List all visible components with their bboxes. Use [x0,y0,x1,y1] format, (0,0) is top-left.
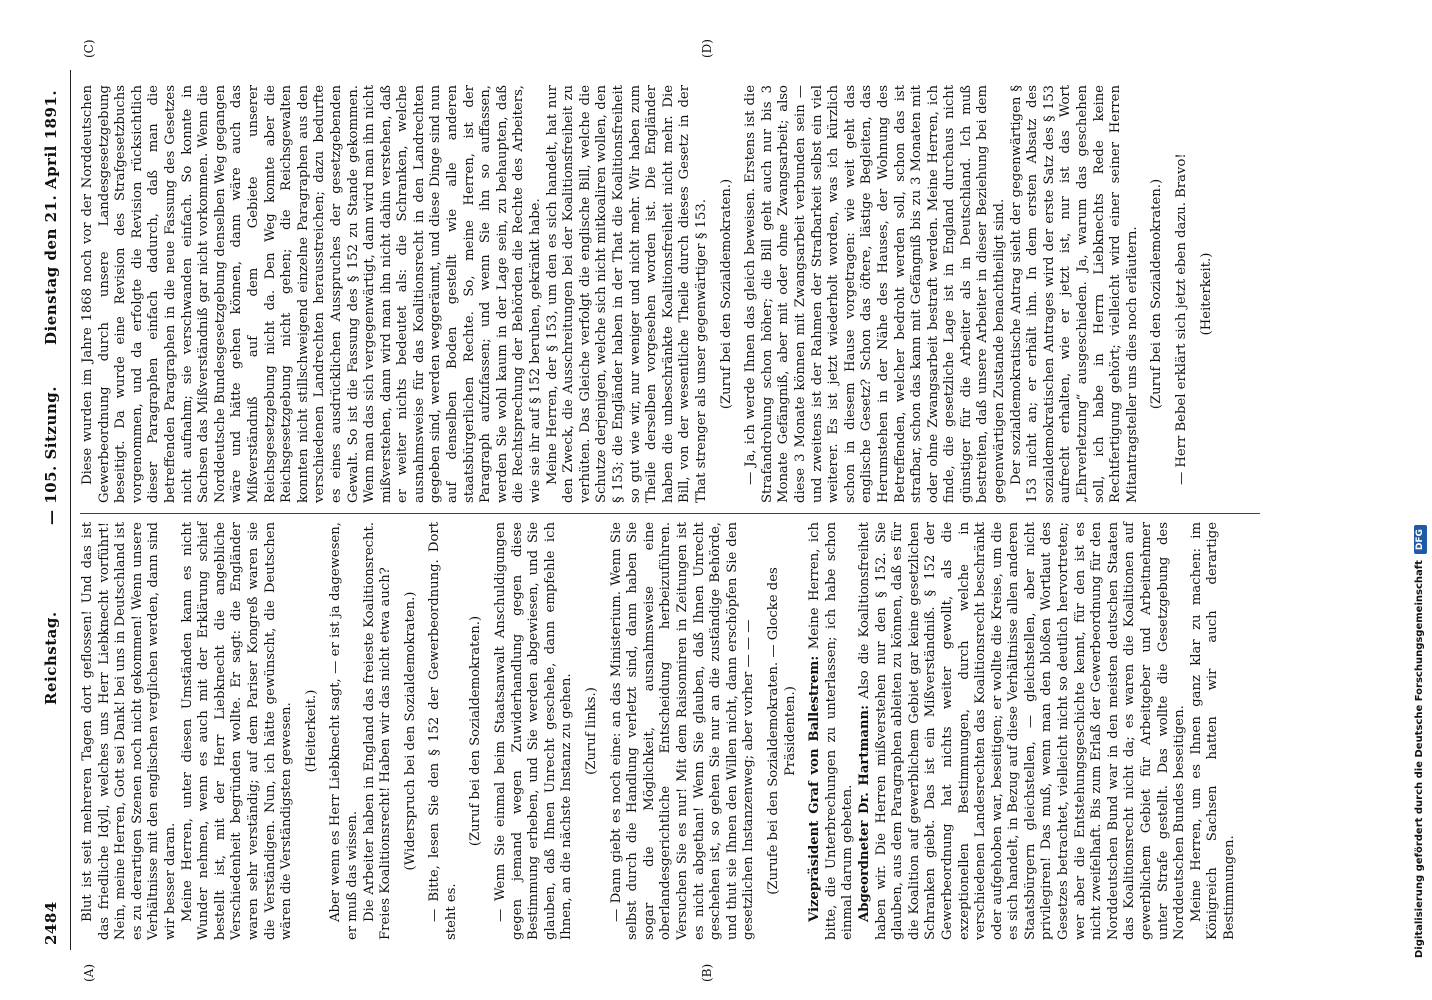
page-number: 2484 [42,901,60,945]
interjection: (Zurufe bei den Sozialdemokraten. — Glocke des Präsidenten.) [765,567,798,895]
text-paragraph: Meine Herren, unter diesen Umständen kann es nicht Wunder nehmen, wenn es auch mit der Erklärung schief bestellt ist, mit der Herr Liebknecht die angebliche Verschiedenheit begründen wollte. Er sagt: die Engländer waren sehr verständig; auf dem Pariser Kongreß waren sie die Verständigen. Nun, ich hätte gewünscht, die Deutschen wären die Verständigsten gewesen. [179,522,295,940]
interjection: (Zuruf bei den Sozialdemokraten.) [1149,178,1165,410]
speech-paragraph [807,522,857,940]
dfg-logo: DFG [1414,525,1427,554]
margin-marker-b: (B) [700,963,714,982]
interjection: (Heiterkeit.) [1198,252,1214,336]
digitization-credit [1412,38,1428,958]
session-date: Dienstag den 21. April 1891. [42,89,60,345]
text-paragraph: Blut ist seit mehreren Tagen dort geflossen! Und das ist das friedliche Idyll, welches uns Herr Liebknecht vorführt! Nein, meine Herren, Gott sei Dank! bei uns in Deutschland ist es zu derartigen Szenen noch nicht gekommen! Wenn unsere Verhältnisse mit den englischen verglichen werden, dann sind wir besser daran. [80,522,178,940]
right-column [80,85,1223,503]
interjection: (Zuruf bei den Sozialdemokraten.) [468,615,484,847]
text-paragraph: Der sozialdemokratische Antrag sieht der gegenwärtigen § 153 nicht an; er erhält ihn. In dem ersten Absatz des sozialdemokratischen Antrages wird der erste Satz des § 153 aufrecht erhalten, wie er jetzt ist, nur ist das Wort „Ehrverletzung“ ausgeschieden. Ja, warum das geschehen soll, ich habe in Herrn Liebknechts Rede keine Rechtfertigung gehört; vielleicht wird einer seiner Herren Mitantragsteller uns dies noch erläutern. [1008,85,1140,503]
text-paragraph: Meine Herren, der § 153, um den es sich handelt, hat nur den Zweck, die Ausschreitungen bei der Koalitionsfreiheit zu verhüten. Das Gleiche verfolgt die englische Bill, welche die Schutze derjenigen, welche sich nicht mitkoaliren wollen, den § 153; die Engländer haben in der That die Koalitionsfreiheit so gut wie wir, nur weniger und nicht mehr. Wir haben zum Theile derselben vorgesehen worden ist. Die Engländer haben die unbeschränkte Koalitionsfreiheit nicht mehr. Die Bill, von der wesentliche Theile durch dieses Gesetz in der That strenger als unser gegenwärtiger § 153. [544,85,709,503]
text-paragraph: — Wenn Sie einmal beim Staatsanwalt Anschuldigungen gegen jemand wegen Zuwiderhandlung gegen diese Bestimmung erheben, und Sie werden abgewiesen, und Sie glauben, daß Ihnen Unrecht geschehe, dann empfehle ich Ihnen, an die nächste Instanz zu gehen. [493,522,575,940]
speaker-name: Vizepräsident Graf von Ballestrem: [807,655,823,922]
interjection: (Zuruf bei den Sozialdemokraten.) [718,178,734,410]
speech-paragraph [857,522,1189,940]
speech-text: Also die Koalitionsfreiheit haben wir. Die Herren mißverstehen nur den § 152. Sie glauben, aus dem Paragraphen ableiten zu können, daß es für die Koalition auf gewerblichem Gebiet gar keine gesetzlichen Schranken giebt. Das ist ein Mißverständniß. § 152 der Gewerbeordnung hat nichts weiter gewollt, als die exzeptionellen Bestimmungen, durch welche in verschiedenen Landesrechten das Koalitionsrecht beschränkt oder aufgehoben war, beseitigen; er wollte die Kreise, um die es sich handelt, in Bezug auf diese Verhältnisse allen anderen Staatsbürgern gleichstellen, — gleichstellen, aber nicht privilegiren! Das muß, wenn man den bloßen Wortlaut des Gesetzes betrachtet, vielleicht nicht so deutlich hervortreten; wer aber die Entstehungsgeschichte kennt, für den ist es nicht zweifelhaft. Bis zum Erlaß der Gewerbeordnung für den Norddeutschen Bund war in den meisten deutschen Staaten das Koalitionsrecht nicht da; es waren die Koalitionen auf gewerblichem Gebiet für Arbeitgeber und Arbeitnehmer unter Strafe gestellt. Das wollte die Gesetzgebung des Norddeutschen Bundes beseitigen. [856,522,1188,940]
text-paragraph: — Ja, ich werde Ihnen das gleich beweisen. Erstens ist die Strafandrohung schon höher; die Bill geht auch nur bis 3 Monate Gefängniß, aber mit oder ohne Zwangsarbeit; also diese 3 Monate können mit Zwangsarbeit verbunden sein — und zweitens ist der Rahmen der Strafbarkeit selbst ein viel weiterer. Es ist jetzt wiederholt worden, was ich kürzlich schon in diesem Hause vorgetragen: wie weit geht das englische Gesetz? Schon das öftere, lästige Begleiten, das Herumstehen in der Nähe des Hauses, der Wohnung des Betreffenden, welcher bedroht werden soll, schon das ist strafbar, schon das kann mit Gefängniß bis zu 3 Monaten mit oder ohne Zwangsarbeit bestraft werden. Meine Herren, ich finde, die gesetzliche Lage ist in England durchaus nicht günstiger für die Arbeiter als in Deutschland. Ich muß bestreiten, daß unsere Arbeiter in dieser Beziehung bei dem gegenwärtigen Zustande benachtheiligt sind. [743,85,1008,503]
text-paragraph: Meine Herren, um es Ihnen ganz klar zu machen: im Königreich Sachsen hatten wir auch derartige Bestimmungen. [1188,522,1237,940]
session-label: — 105. Sitzung. [42,386,60,525]
page-header [42,85,68,945]
margin-marker-c: (C) [82,39,96,58]
text-paragraph: — Bitte, lesen Sie den § 152 der Gewerbeordnung. Dort steht es. [427,522,459,940]
text-paragraph: — Herr Bebel erklärt sich jetzt eben dazu. Bravo! [1174,153,1189,485]
margin-marker-a: (A) [82,963,96,982]
column-divider [80,513,1260,514]
margin-marker-d: (D) [700,39,714,58]
header-rule [70,70,71,950]
left-column [80,522,1239,940]
text-paragraph: — Dann giebt es noch eine: an das Ministerium. Wenn Sie selbst durch die Handlung verletzt sind, dann haben Sie sogar die Möglichkeit, ausnahmsweise eine oberlandesgerichtliche Entscheidung herbeizuführen. Versuchen Sie es nur! Mit dem Raisonniren in Zeitungen ist es nicht abgethan! Wenn Sie glauben, daß Ihnen Unrecht geschehen ist, so gehen Sie nur an die zuständige Behörde, und thut sie Ihnen den Willen nicht, dann erschöpfen Sie den gesetzlichen Instanzenweg; aber vorher — — — [608,522,757,940]
text-paragraph: Diese wurden im Jahre 1868 noch vor der Norddeutschen Gewerbeordnung durch unsere Landesgesetzgebung beseitigt. Da wurde eine Revision des Strafgesetzbuchs vorgenommen, und da erfolgte die Revision rücksichtlich dieser Paragraphen einfach dadurch, daß man die betreffenden Paragraphen in die neue Fassung des Gesetzes nicht aufnahm; sie verschwanden einfach. So konnte in Sachsen das Mißverständniß gar nicht vorkommen. Wenn die Norddeutsche Bundesgesetzgebung denselben Weg gegangen wäre und hätte gehen können, dann wäre auch das Mißverständniß auf dem Gebiete unserer Reichsgesetzgebung nicht da. Den Weg konnte aber die Reichsgesetzgebung nicht gehen; die Reichsgewalten konnten nicht stillschweigend einzelne Paragraphen aus den verschiedenen Landrechten herausstreichen; dazu bedurfte es eines ausdrücklichen Ausspruches der gesetzgebenden Gewalt. So ist die Fassung des § 152 zu Stande gekommen. Wenn man das sich vergegenwärtigt, dann wird man ihn nicht mißverstehen, dann wird man ihn nicht dahin verstehen, daß er weiter nichts bedeutet als: die Schranken, welche ausnahmsweise für das Koalitionsrecht in den Landrechten gegeben sind, werden weggeräumt, und diese Dinge sind nun auf denselben Boden gestellt wie alle anderen staatsbürgerlichen Rechte. So, meine Herren, ist der Paragraph aufzufassen; und wenn Sie ihn so auffassen, werden Sie wohl kaum in der Lage sein, zu behaupten, daß die Rechtsprechung der Behörden die Rechte des Arbeiters, wie sie ihr auf § 152 beruhen, gekränkt habe. [80,85,544,503]
text-paragraph: Die Arbeiter haben in England das freieste Koalitionsrecht. Freies Koalitionsrecht! Haben wir das nicht etwa auch? [361,522,394,940]
interjection: (Heiterkeit.) [303,689,319,773]
text-paragraph: Aber wenn es Herr Liebknecht sagt, — er ist ja dagewesen, er muß das wissen. [328,522,360,940]
speech-text: Meine Herren, ich bitte, die Unterbrechungen zu unterlassen; ich habe schon einmal darum gebeten. [807,522,856,940]
chamber-name: Reichstag. [42,611,60,705]
speaker-name: Abgeordneter Dr. Hartmann: [856,705,872,922]
interjection: (Zuruf links.) [584,687,600,775]
interjection: (Widerspruch bei den Sozialdemokraten.) [402,591,418,871]
credit-text: Digitalisierung gefördert durch die Deutsche Forschungsgemeinschaft [1414,560,1425,958]
